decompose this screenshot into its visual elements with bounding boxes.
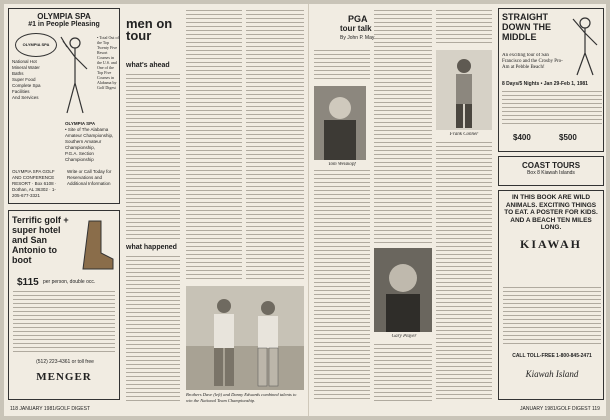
list-item: National Hot Mineral Water Baths xyxy=(12,59,40,76)
ad-straight-dates: 8 Days/5 Nights • Jan 29-Feb 1, 1981 xyxy=(502,81,588,87)
pga-kicker: PGA xyxy=(348,14,368,24)
pga-byline: By John P. May xyxy=(340,35,375,41)
list-item: Complete Spa Facilities xyxy=(12,83,41,94)
list-item: And Services xyxy=(12,95,39,100)
ad-menger-headline: Terrific golf + super hotel and San Antonio to boot xyxy=(12,215,69,265)
ad-coast-address: Box 8 Kiawah Islands xyxy=(527,170,575,176)
what-ahead-text xyxy=(126,74,180,242)
ad-coast-tours xyxy=(498,156,604,186)
pga-text-col-3b xyxy=(436,142,492,402)
list-item: P.G.A. Section Championship xyxy=(65,151,94,162)
ad-straight-sub: An exciting tour of San Francisco and the Crosby Pro-Am at Pebble Beach! xyxy=(502,53,563,70)
ad-menger-body-text xyxy=(13,291,115,355)
ad-olympia-spa xyxy=(8,8,120,204)
what-ahead-heading: what's ahead xyxy=(126,62,170,69)
frank-conner-caption: Frank Conner xyxy=(449,132,479,137)
frank-conner-photo xyxy=(436,50,492,130)
pga-title: tour talk xyxy=(340,24,372,33)
ad-kiawah xyxy=(498,190,604,400)
ad-olympia-title: OLYMPIA SPA xyxy=(37,12,91,21)
ad-straight-price-right: $500 xyxy=(559,133,577,142)
gary-player-caption: Gary Player xyxy=(391,334,417,339)
golfer-illustration xyxy=(57,33,95,121)
list-item: Super Food xyxy=(12,77,36,82)
olympia-logo xyxy=(15,33,57,57)
list-item: Southern Amateur Championship, xyxy=(65,139,102,150)
ad-kiawah-logo: KIAWAH xyxy=(519,236,582,251)
ad-coast-title: COAST TOURS xyxy=(521,161,581,170)
list-item: OLYMPIA SPA xyxy=(65,121,96,126)
ad-olympia-lead: • Total Out of the Top Twenty Five Resort Courses in the U.S. and One of the Top Five Courses in Alabama by Golf Digest xyxy=(97,35,119,90)
olympia-logo-text: OLYMPIA SPA xyxy=(22,42,50,47)
ad-menger-price: $115 xyxy=(17,277,39,288)
weiskopf-caption: Tom Weiskopf xyxy=(328,162,356,167)
folio-right: JANUARY 1981/GOLF DIGEST 119 xyxy=(520,406,600,412)
ad-menger-phone: (512) 223-4361 or toll free xyxy=(36,359,94,365)
ad-straight-price-left: $400 xyxy=(513,133,531,142)
magazine-spread xyxy=(4,4,606,416)
ad-olympia-right-list xyxy=(65,121,117,163)
results-column-2 xyxy=(246,10,304,282)
pga-text-col-1b xyxy=(314,170,370,402)
ad-kiawah-body xyxy=(503,287,601,347)
ad-kiawah-resort-logo: Kiawah Island xyxy=(525,369,579,379)
ad-olympia-subtitle: #1 in People Pleasing xyxy=(28,21,100,28)
edwards-brothers-photo xyxy=(186,286,304,390)
golfer-swing-illustration xyxy=(569,15,601,77)
folio-left: 118 JANUARY 1981/GOLF DIGEST xyxy=(10,406,91,412)
ad-kiawah-call: CALL TOLL-FREE 1-800-845-2471 xyxy=(512,353,592,359)
ad-olympia-footer: Write or Call Today for Reservations and Additional Information xyxy=(67,169,112,186)
ad-olympia-left-list xyxy=(12,59,52,101)
what-happened-text xyxy=(126,256,180,404)
men-on-tour-heading xyxy=(126,18,182,42)
what-happened-heading: what happened xyxy=(126,244,177,251)
boot-illustration xyxy=(75,219,115,271)
list-item: • Site of The Alabama Amateur Championship, xyxy=(65,127,114,138)
ad-menger-price-note: per person, double occ. xyxy=(43,279,96,285)
pga-text-col-2b xyxy=(374,344,432,402)
ad-menger-logo: MENGER xyxy=(36,371,92,383)
gutter xyxy=(308,4,309,416)
pga-text-col-3a xyxy=(436,10,492,46)
gary-player-photo xyxy=(374,248,432,332)
edwards-photo-caption: Brothers Dave (left) and Danny Edwards combined talents to win the National Team Championship. xyxy=(186,392,297,403)
tom-weiskopf-photo xyxy=(314,86,366,160)
section-title: men on tour xyxy=(126,16,173,43)
ad-straight-body xyxy=(502,91,602,127)
ad-menger xyxy=(8,210,120,400)
ad-kiawah-headline: IN THIS BOOK ARE WILD ANIMALS. EXCITING THINGS TO EAT. A POSTER FOR KIDS. AND A BEACH TEN MILES LONG. xyxy=(504,194,598,231)
ad-straight-headline: STRAIGHT DOWN THE MIDDLE xyxy=(502,12,551,42)
pga-text-col-2 xyxy=(374,10,432,244)
ad-olympia-contact: OLYMPIA SPA GOLF AND CONFERENCE RESORT · Box 6108 · Dothan, AL 36302 · 1-205-677-3321 xyxy=(12,169,57,198)
ad-straight-down xyxy=(498,8,604,152)
pga-text-col-1 xyxy=(314,50,370,82)
results-column-1 xyxy=(186,10,242,282)
